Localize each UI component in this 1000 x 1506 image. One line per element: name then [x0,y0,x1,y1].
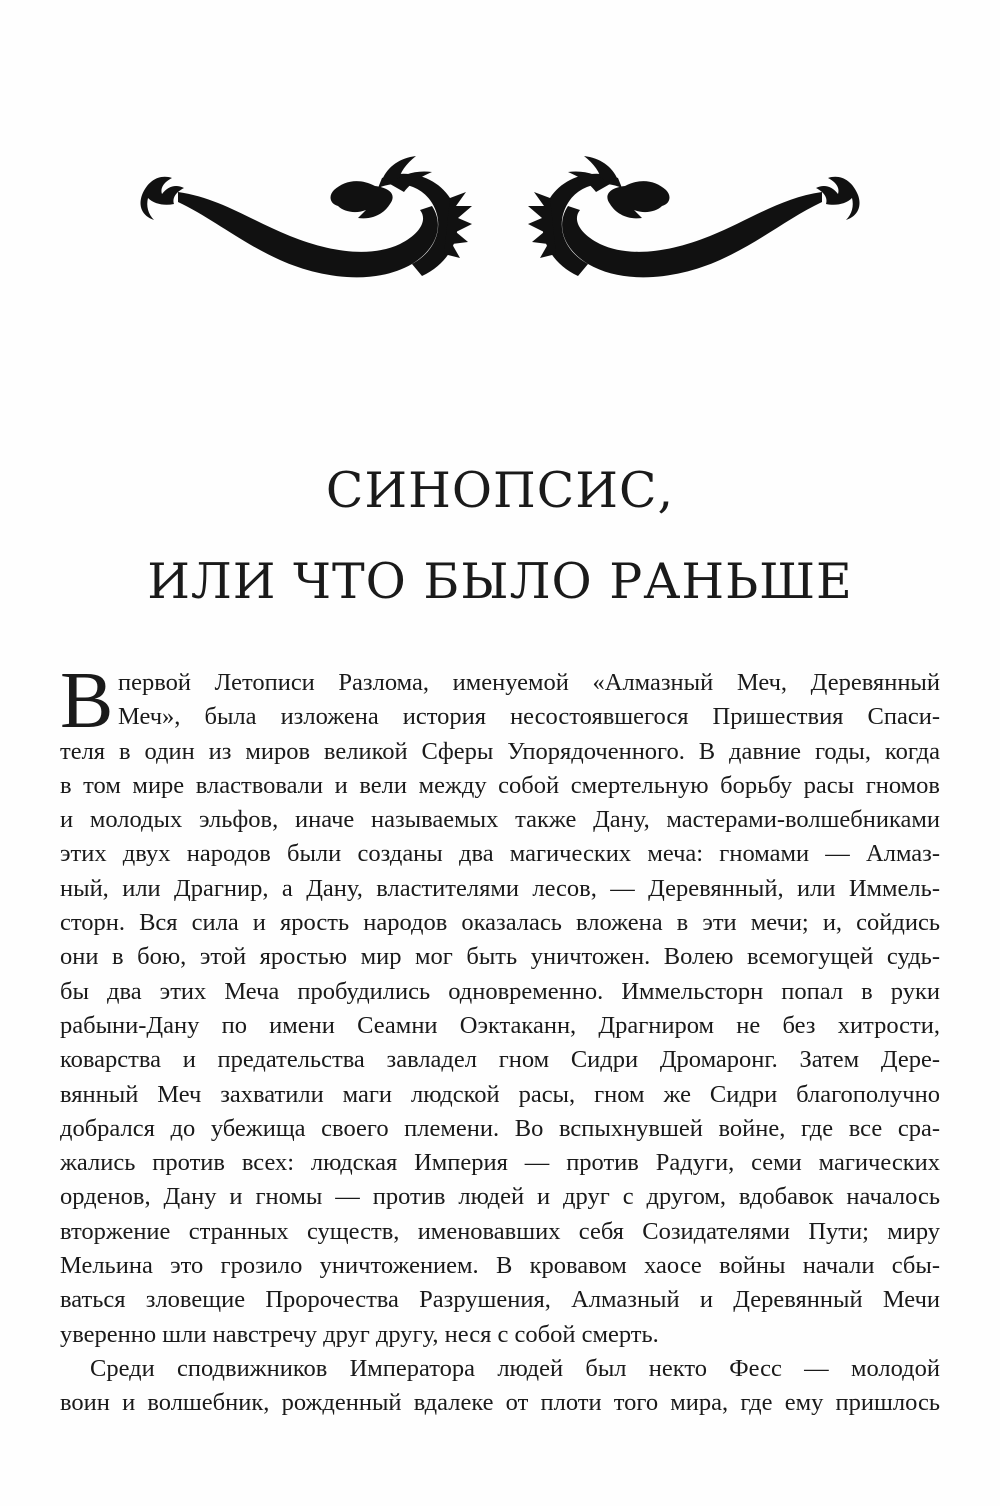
text-line: коварства и предательства завладел гном Сидри Дромаронг. Затем Дере- [60,1046,940,1074]
text-line: они в бою, этой яростью мир мог быть уничтожен. Волею всемогущей судь- [60,943,940,971]
text-line: теля в один из миров великой Сферы Упорядоченного. В давние годы, когда [60,737,940,765]
text-line: первой Летописи Разлома, именуемой «Алмазный Меч, Деревянный [118,669,940,696]
text-line-paragraph-end: уверенно шли навстречу друг другу, неся с собой смерть. [60,1320,659,1348]
text-line: в том мире властвовали и вели между собой смертельную борьбу расы гномов [60,771,940,799]
body-text [60,657,940,1421]
text-line: Меч», была изложена история несостоявшегося Пришествия Спаси- [118,703,940,731]
text-line: вторжение странных существ, именовавших себя Созидателями Пути; миру [60,1217,940,1245]
chapter-title-line-1: СИНОПСИС, [325,462,675,519]
text-line: вянный Меч захватили маги людской расы, гном же Сидри благополучно [60,1080,940,1108]
text-line: Мельина это грозило уничтожением. В кровавом хаосе войны начали сбы- [60,1252,940,1280]
text-line: этих двух народов были созданы два магических меча: гномами — Алмаз- [60,840,940,868]
twin-dragons-ornament [120,140,880,290]
drop-cap: В [60,657,114,745]
dragon-right-icon [528,156,860,277]
chapter-title-line-2: ИЛИ ЧТО БЫЛО РАНЬШЕ [147,553,853,610]
text-line: Среди сподвижников Императора людей был некто Фесс — молодой [90,1354,940,1382]
text-line: ный, или Драгнир, а Дану, властителями лесов, — Деревянный, или Иммель- [60,874,940,902]
dragon-left-icon [141,156,473,277]
text-line: сторн. Вся сила и ярость народов оказалась вложена в эти мечи; и, сойдись [60,909,940,937]
text-line: рабыни-Дану по имени Сеамни Оэктаканн, Драгниром не без хитрости, [60,1011,940,1039]
text-line: воин и волшебник, рожденный вдалеке от плоти того мира, где ему пришлось [60,1389,940,1417]
text-line: добрался до убежища своего племени. Во вспыхнувшей войне, где все сра- [60,1114,940,1142]
text-line: бы два этих Меча пробудились одновременно. Иммельсторн попал в руки [60,977,940,1005]
text-line: жались против всех: людская Империя — против Радуги, семи магических [60,1149,940,1177]
text-line: и молодых эльфов, иначе называемых также Дану, мастерами-волшебниками [60,806,940,834]
text-line: орденов, Дану и гномы — против людей и друг с другом, вдобавок началось [60,1183,940,1211]
text-line: ваться зловещие Пророчества Разрушения, Алмазный и Деревянный Мечи [60,1286,940,1314]
